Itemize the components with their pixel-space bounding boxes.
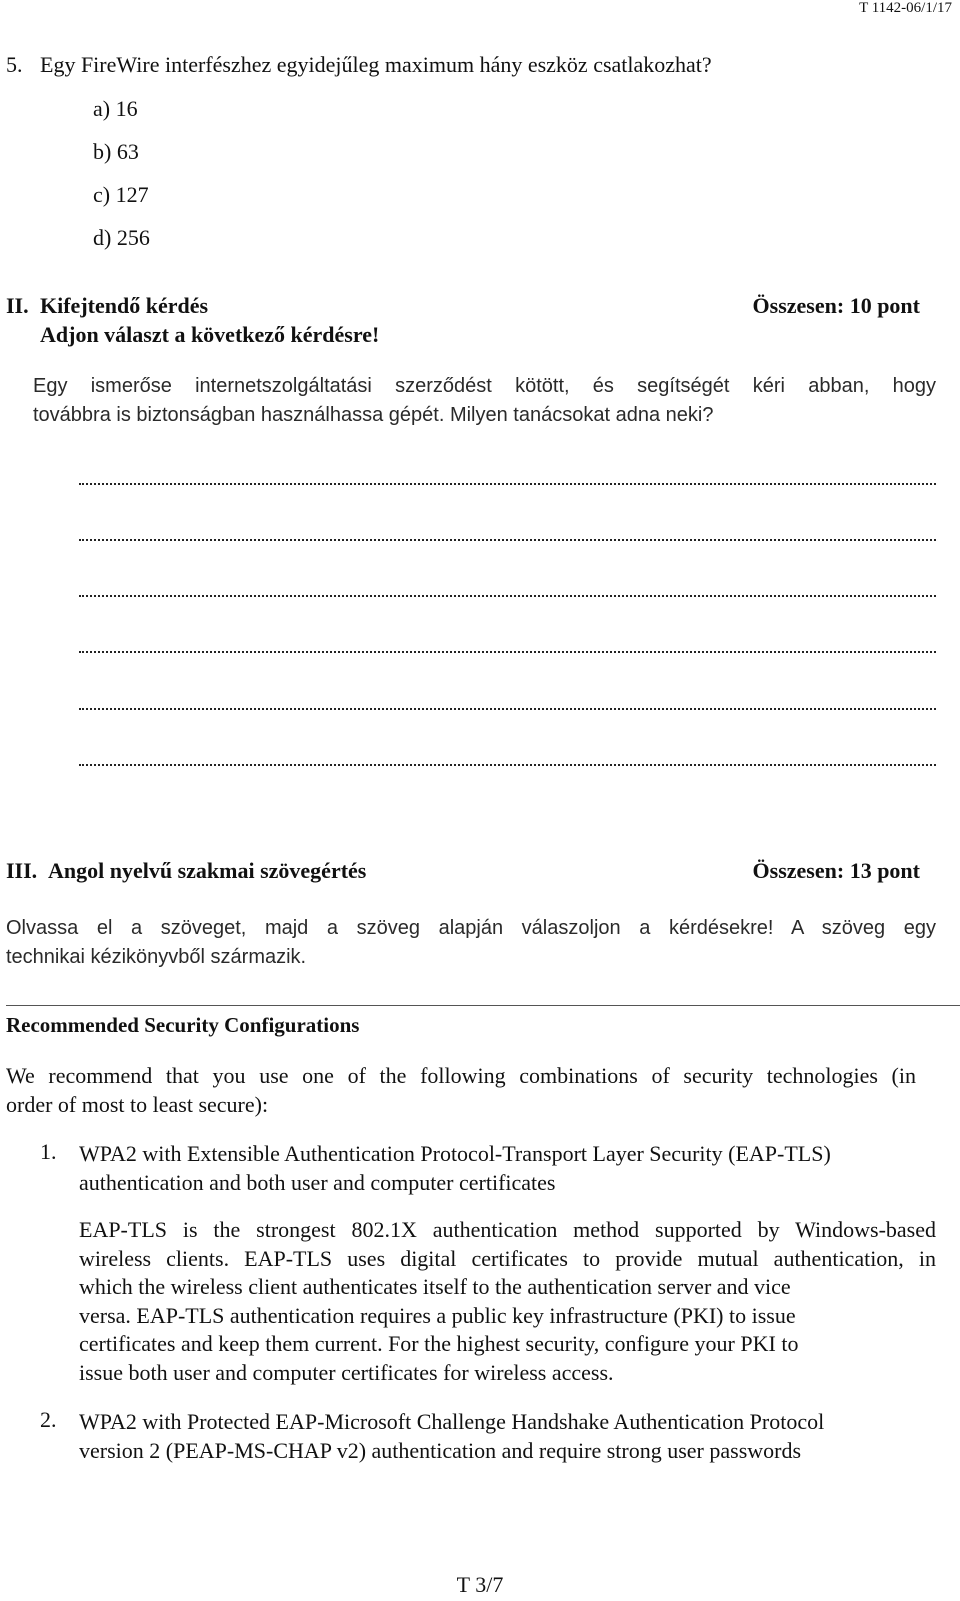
- section-2-total: Összesen: 10 pont: [752, 293, 920, 318]
- item-body-line: versa. EAP-TLS authentication requires a public key infrastructure (PKI) to issue: [79, 1302, 796, 1328]
- question-text: Egy FireWire interfészhez egyidejűleg maximum hány eszköz csatlakozhat?: [40, 52, 712, 77]
- option-label: d): [93, 225, 112, 250]
- option-value: 63: [116, 139, 139, 164]
- option-value: 256: [116, 225, 150, 250]
- item-1-heading: [79, 1139, 936, 1197]
- instruction-line: Olvassa el a szöveget, majd a szöveg alapján válaszoljon a kérdésekre! A szöveg egy: [6, 917, 936, 939]
- instruction-line: technikai kézikönyvből származik.: [6, 946, 307, 968]
- item-heading-line: WPA2 with Extensible Authentication Protocol-Transport Layer Security (EAP-TLS): [79, 1141, 831, 1166]
- intro-line: order of most to least secure):: [6, 1092, 269, 1117]
- section-3-numeral: III.: [6, 858, 38, 883]
- document-code: T 1142-06/1/17: [859, 0, 952, 16]
- passage-intro: [6, 1061, 916, 1119]
- option-d: [93, 225, 150, 251]
- question-number: 5.: [6, 52, 23, 77]
- answer-line[interactable]: [79, 762, 936, 766]
- answer-line[interactable]: [79, 537, 936, 541]
- option-c: [93, 182, 149, 208]
- section-3-title: Angol nyelvű szakmai szövegértés: [48, 858, 367, 883]
- item-heading-line: version 2 (PEAP-MS-CHAP v2) authentication and require strong user passwords: [79, 1438, 802, 1463]
- item-1-number: 1.: [40, 1139, 57, 1164]
- item-heading-line: authentication and both user and computer certificates: [79, 1170, 556, 1195]
- section-3-total: Összesen: 13 pont: [752, 858, 920, 883]
- section-2-numeral: II.: [6, 293, 29, 318]
- section-3-instruction: [6, 914, 936, 972]
- section-2-prompt: [33, 372, 936, 430]
- option-label: a): [93, 96, 111, 121]
- divider: [6, 1005, 960, 1006]
- prompt-line: Egy ismerőse internetszolgáltatási szerződést kötött, és segítségét kéri abban, hogy: [33, 375, 936, 397]
- item-body-line: wireless clients. EAP-TLS uses digital certificates to provide mutual authentication, in: [79, 1245, 936, 1271]
- item-heading-line: WPA2 with Protected EAP-Microsoft Challenge Handshake Authentication Protocol: [79, 1409, 825, 1434]
- option-a: [93, 96, 138, 122]
- item-2-number: 2.: [40, 1407, 57, 1432]
- intro-line: We recommend that you use one of the following combinations of security technologies (in: [6, 1063, 916, 1088]
- item-body-line: certificates and keep them current. For the highest security, configure your PKI to: [79, 1331, 799, 1357]
- item-2-heading: [79, 1407, 936, 1465]
- option-value: 16: [115, 96, 138, 121]
- option-b: [93, 139, 139, 165]
- answer-line[interactable]: [79, 706, 936, 710]
- option-label: b): [93, 139, 112, 164]
- item-body-line: issue both user and computer certificates for wireless access.: [79, 1359, 614, 1385]
- answer-line[interactable]: [79, 481, 936, 485]
- answer-line[interactable]: [79, 593, 936, 597]
- option-label: c): [93, 182, 111, 207]
- item-body-line: EAP-TLS is the strongest 802.1X authentication method supported by Windows-based: [79, 1217, 936, 1242]
- item-body-line: which the wireless client authenticates itself to the authentication server and vice: [79, 1274, 791, 1300]
- option-value: 127: [115, 182, 149, 207]
- item-1-body: [79, 1216, 936, 1388]
- page-number: T 3/7: [456, 1572, 504, 1597]
- passage-title: Recommended Security Configurations: [6, 1013, 360, 1037]
- answer-line[interactable]: [79, 649, 936, 653]
- section-2-instruction: Adjon választ a következő kérdésre!: [40, 322, 380, 347]
- prompt-line: továbbra is biztonságban használhassa gépét. Milyen tanácsokat adna neki?: [33, 404, 714, 426]
- section-2-title: Kifejtendő kérdés: [40, 293, 209, 318]
